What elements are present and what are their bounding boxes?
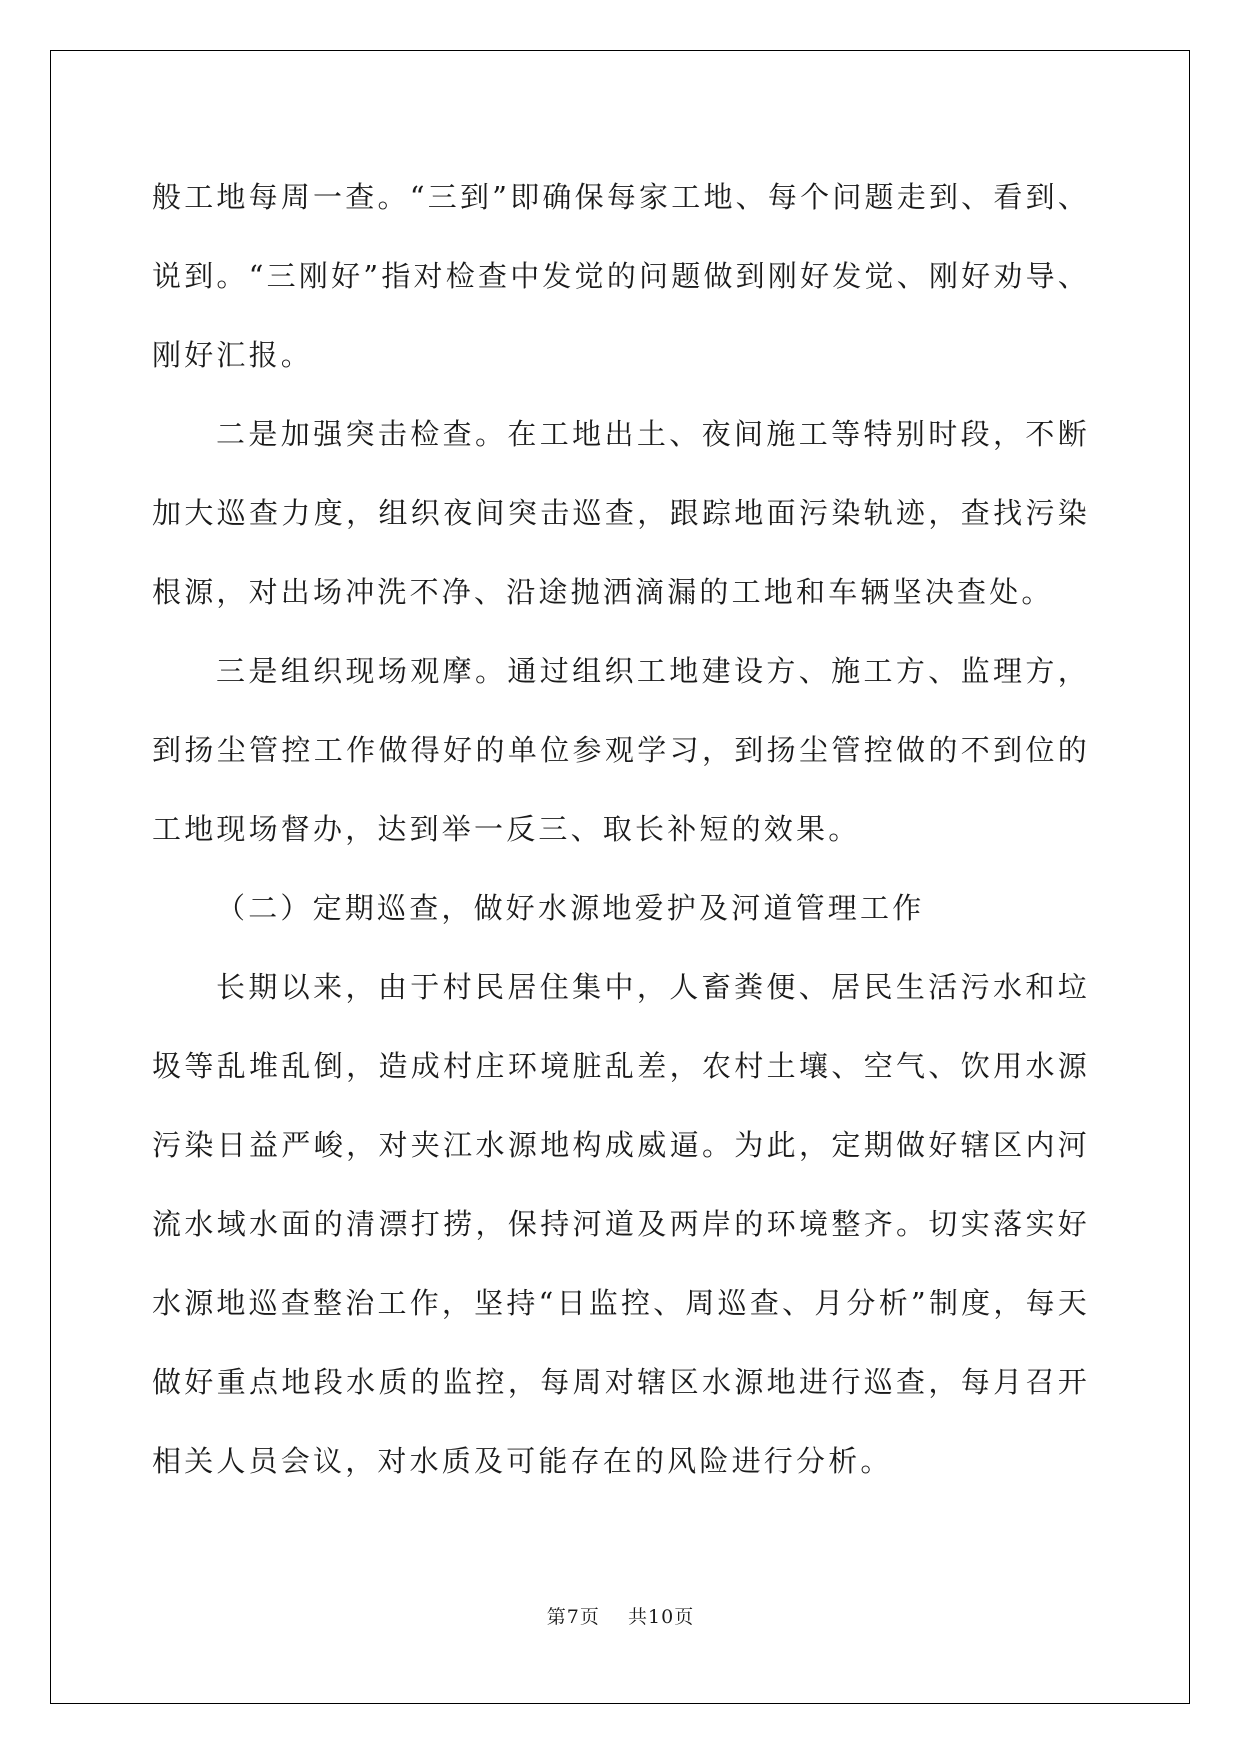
paragraph-2: 二是加强突击检查。在工地出土、夜间施工等特别时段，不断加大巡查力度，组织夜间突击巡查，跟踪地面污染轨迹，查找污染根源，对出场冲洗不净、沿途抛洒滴漏的工地和车辆坚决查处。	[152, 417, 1090, 609]
section-heading: （二）定期巡查，做好水源地爱护及河道管理工作	[216, 891, 925, 925]
paragraph-1: 般工地每周一查。“三到”即确保每家工地、每个问题走到、看到、说到。“三刚好”指对检查中发觉的问题做到刚好发觉、刚好劝导、刚好汇报。	[152, 180, 1090, 372]
document-body	[152, 158, 1090, 1501]
paragraph-3: 三是组织现场观摩。通过组织工地建设方、施工方、监理方，到扬尘管控工作做得好的单位参观学习，到扬尘管控做的不到位的工地现场督办，达到举一反三、取长补短的效果。	[152, 654, 1090, 846]
page-number: 第7页	[546, 1606, 600, 1628]
page-footer	[0, 1602, 1241, 1629]
paragraph-4: 长期以来，由于村民居住集中，人畜粪便、居民生活污水和垃圾等乱堆乱倒，造成村庄环境脏乱差，农村土壤、空气、饮用水源污染日益严峻，对夹江水源地构成威逼。为此，定期做好辖区内河流水域水面的清漂打捞，保持河道及两岸的环境整齐。切实落实好水源地巡查整治工作，坚持“日监控、周巡查、月分析”制度，每天做好重点地段水质的监控，每周对辖区水源地进行巡查，每月召开相关人员会议，对水质及可能存在的风险进行分析。	[152, 970, 1090, 1478]
page-total: 共10页	[628, 1606, 695, 1628]
